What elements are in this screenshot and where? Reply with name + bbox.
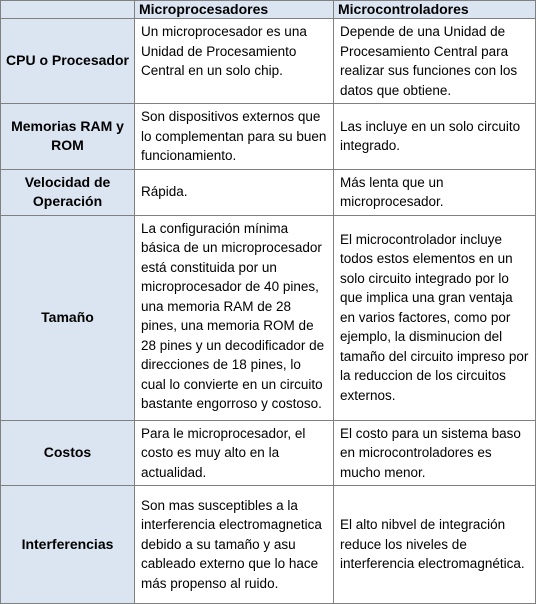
cell-mcu-interferencias: El alto nibvel de integración reduce los niveles de interferencia electromagnética. (334, 486, 536, 604)
cell-micro-interferencias: Son mas susceptibles a la interferencia electromagnetica debido a su tamaño y asu cableado externo que lo hace más propenso al ruido. (135, 486, 334, 604)
table-row (1, 169, 536, 215)
cell-mcu-costos: El costo para un sistema baso en microcontroladores es mucho menor. (334, 420, 536, 486)
cell-micro-memorias: Son dispositivos externos que lo complementan para su buen funcionamiento. (135, 104, 334, 170)
row-label-tamano: Tamaño (1, 215, 135, 420)
cell-micro-cpu: Un microprocesador es una Unidad de Procesamiento Central en un solo chip. (135, 19, 334, 104)
header-corner-cell (1, 1, 135, 19)
row-label-memorias: Memorias RAM y ROM (1, 104, 135, 170)
cell-mcu-tamano: El microcontrolador incluye todos estos elementos en un solo circuito integrado por lo que implica una gran ventaja en varios factores, como por ejemplo, la disminucion del tamaño del circuito impreso por la reduccion de los circuitos externos. (334, 215, 536, 420)
table-row (1, 486, 536, 604)
cell-micro-velocidad: Rápida. (135, 169, 334, 215)
row-label-costos: Costos (1, 420, 135, 486)
table-row (1, 19, 536, 104)
header-row (1, 1, 536, 19)
table-row (1, 215, 536, 420)
row-label-cpu: CPU o Procesador (1, 19, 135, 104)
table-row (1, 104, 536, 170)
row-label-velocidad: Velocidad de Operación (1, 169, 135, 215)
header-microcontroladores: Microcontroladores (334, 1, 536, 19)
cell-micro-costos: Para le microprocesador, el costo es muy alto en la actualidad. (135, 420, 334, 486)
cell-micro-tamano: La configuración mínima básica de un microprocesador está constituida por un microprocesador de 40 pines, una memoria RAM de 28 pines, una memoria ROM de 28 pines y un decodificador de direcciones de 18 pines, lo cual lo convierte en un circuito bastante engorroso y costoso. (135, 215, 334, 420)
cell-mcu-cpu: Depende de una Unidad de Procesamiento Central para realizar sus funciones con los datos que obtiene. (334, 19, 536, 104)
table-row (1, 420, 536, 486)
cell-mcu-memorias: Las incluye en un solo circuito integrado. (334, 104, 536, 170)
header-microprocesadores: Microprocesadores (135, 1, 334, 19)
cell-mcu-velocidad: Más lenta que un microprocesador. (334, 169, 536, 215)
row-label-interferencias: Interferencias (1, 486, 135, 604)
